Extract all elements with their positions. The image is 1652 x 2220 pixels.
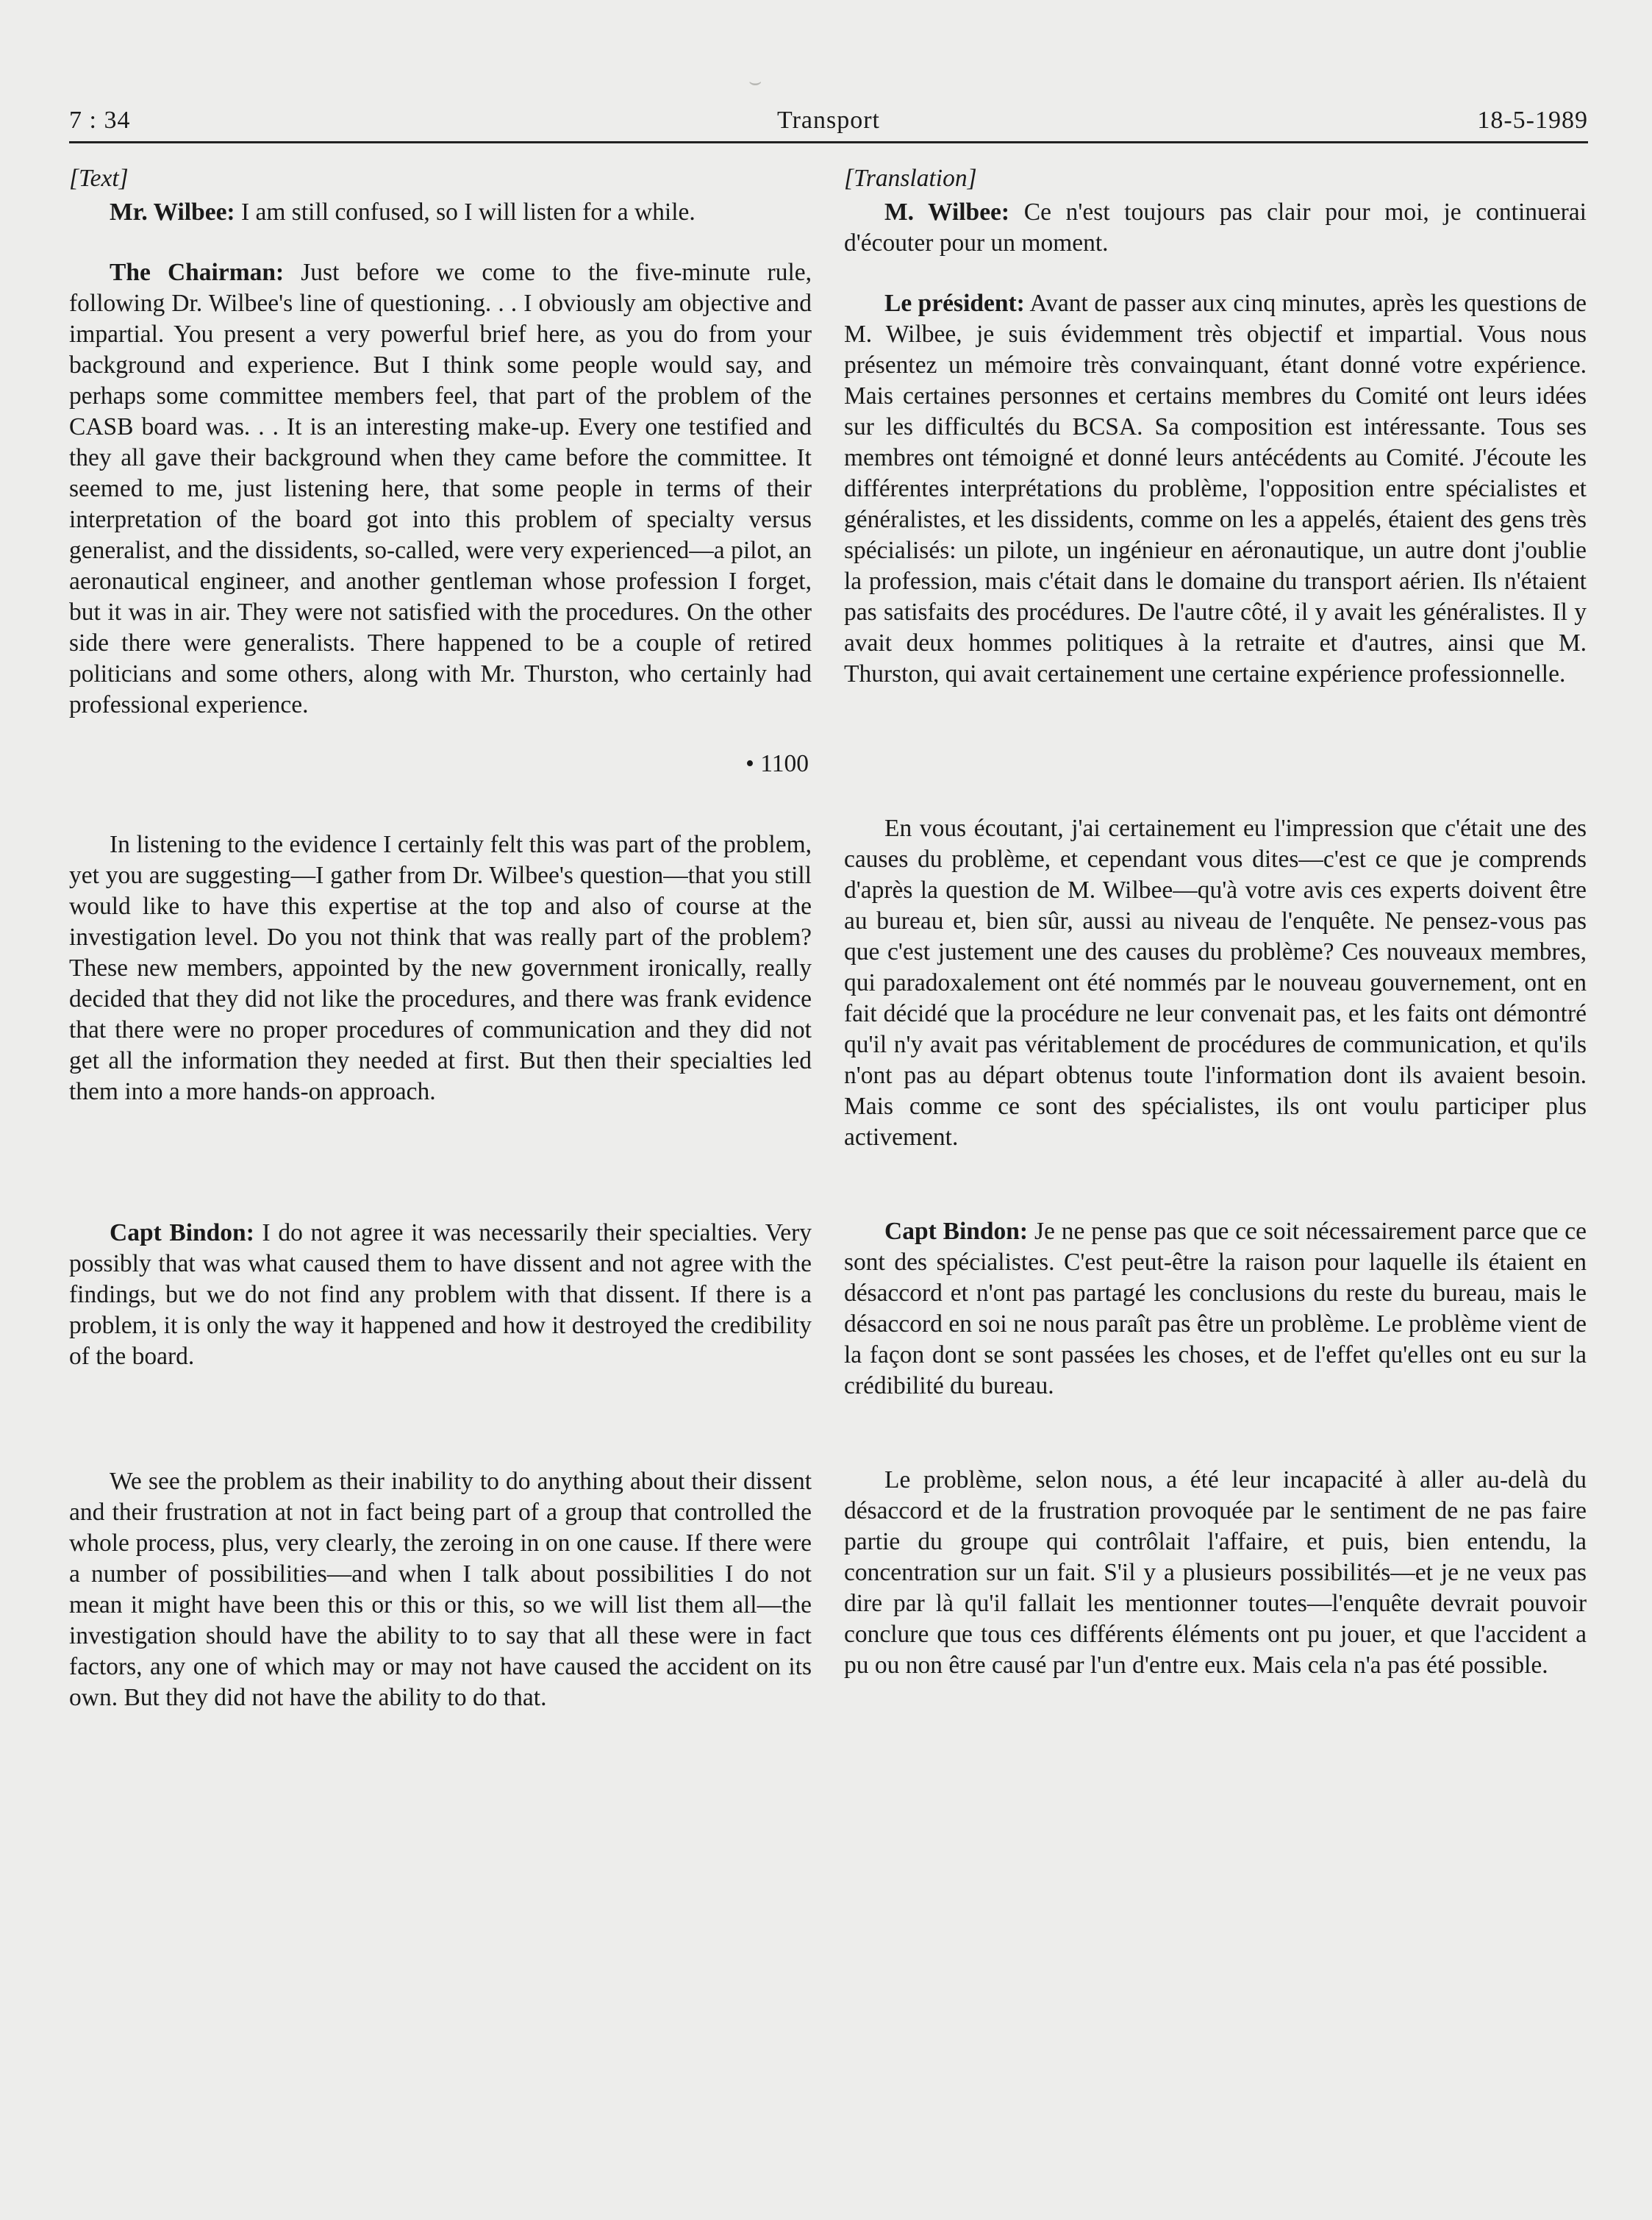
speaker-name: The Chairman:: [110, 259, 285, 286]
french-column: [844, 163, 1587, 1681]
speaker-name: Capt Bindon:: [884, 1218, 1029, 1245]
speaker-name: Capt Bindon:: [110, 1219, 254, 1246]
paragraph-bindon-continued-fr: [844, 1465, 1587, 1681]
time-marker: • 1100: [745, 750, 809, 777]
page-header: [69, 103, 1588, 143]
paragraph-wilbee-fr: [844, 197, 1587, 259]
paragraph-text: Avant de passer aux cinq minutes, après les questions de M. Wilbee, je suis évidemment très objectif et impartial. Vous nous présentez un mémoire très convainquant, étant donné votre expérience. Mais certaines personnes et certains membres du Comité ont leurs idées sur les difficultés du BCSA. Sa composition est intéressante. Tous ses membres ont témoigné et donné leurs antécédents au Comité. J'écoute les différentes interprétations du problème, l'opposition entre spécialistes et généralistes, et les dissidents, comme on les a appelés, étaient des gens très spécialisés: un pilote, un ingénieur en aéronautique, un autre dont j'oublie la profession, mais c'était dans le domaine du transport aérien. Ils n'étaient pas satisfaits des procédures. De l'autre côté, il y avait les généralistes. Il y avait deux hommes politiques à la retraite et d'autres, ainsi que M. Thurston, qui avait certainement une certaine expérience professionnelle.: [844, 290, 1587, 688]
speaker-name: Le président:: [884, 290, 1025, 317]
sitting-date: 18-5-1989: [1477, 107, 1588, 134]
english-column: [69, 163, 812, 1713]
paragraph-text: Je ne pense pas que ce soit nécessairement parce que ce sont des spécialistes. C'est peut-être la raison pour laquelle ils étaient en désaccord et n'ont pas partagé les conclusions du reste du bureau, mais le désaccord en soi ne nous paraît pas être un problème. Le problème vient de la façon dont se sont passées les choses, et de l'effet qu'elles ont eu sur la crédibilité du bureau.: [844, 1218, 1587, 1399]
paragraph-text: In listening to the evidence I certainly felt this was part of the problem, yet you are suggesting—I gather from Dr. Wilbee's question—that you still would like to have this expertise at the top and also of course at the investigation level. Do you not think that was really part of the problem? These new members, appointed by the new government ironically, really decided that they did not like the procedures, and there was frank evidence that there were no proper procedures of communication and they did not get all the information they needed at first. But then their specialties led them into a more hands-on approach.: [69, 831, 812, 1105]
paragraph-bindon-fr: [844, 1216, 1587, 1402]
fold-mark: ⌣: [748, 71, 762, 93]
paragraph-chairman: [69, 257, 812, 721]
speaker-name: Mr. Wilbee:: [110, 199, 235, 226]
committee-title: Transport: [777, 107, 880, 134]
paragraph-president-fr: [844, 288, 1587, 690]
language-label-text: [Text]: [69, 165, 129, 192]
paragraph-bindon: [69, 1218, 812, 1372]
paragraph-text: Ce n'est toujours pas clair pour moi, je continuerai d'écouter pour un moment.: [844, 199, 1587, 257]
paragraph-text: I do not agree it was necessarily their specialties. Very possibly that was what caused them to have dissent and not agree with the findings, but we do not find any problem with that dissent. If there is a problem, it is only the way it happened and how it destroyed the credibility of the board.: [69, 1219, 812, 1370]
paragraph-text: Just before we come to the five-minute rule, following Dr. Wilbee's line of questioning. . . I obviously am objective and impartial. You present a very powerful brief here, as you do from your background and experience. But I think some people would say, and perhaps some committee members feel, that part of the problem of the CASB board was. . . It is an interesting make-up. Every one testified and they all gave their background when they came before the committee. It seemed to me, just listening here, that some people in terms of their interpretation of the board got into this problem of specialty versus generalist, and the dissidents, so-called, were very experienced—a pilot, an aeronautical engineer, and another gentleman whose profession I forget, but it was in air. They were not satisfied with the procedures. On the other side there were generalists. There happened to be a couple of retired politicians and some others, along with Mr. Thurston, who certainly had professional experience.: [69, 259, 812, 718]
paragraph-text: I am still confused, so I will listen for a while.: [235, 199, 696, 226]
paragraph-text: Le problème, selon nous, a été leur incapacité à aller au-delà du désaccord et de la frustration provoquée par le sentiment de ne pas faire partie du groupe qui contrôlait l'affaire, et puis, bien entendu, la concentration sur un fait. S'il y a plusieurs possibilités—et je ne veux pas dire par là qu'il fallait les mentionner toutes—l'enquête devrait pouvoir conclure que tous ces différents éléments ont pu jouer, et que l'accident a pu ou non être causé par l'un d'entre eux. Mais cela n'a pas été possible.: [844, 1466, 1587, 1679]
paragraph-bindon-continued: [69, 1466, 812, 1713]
paragraph-president-continued-fr: [844, 813, 1587, 1153]
page-number: 7 : 34: [69, 107, 131, 134]
paragraph-text: En vous écoutant, j'ai certainement eu l'impression que c'était une des causes du problème, et cependant vous dites—c'est ce que je comprends d'après la question de M. Wilbee—qu'à votre avis ces experts doivent être au bureau et, bien sûr, aussi au niveau de l'enquête. Ne pensez-vous pas que c'est justement une des causes du problème? Ces nouveaux membres, qui paradoxalement ont été nommés par le nouveau gouvernement, ont en fait décidé que la procédure ne leur convenait pas, et les faits ont démontré qu'il n'y avait pas véritablement de procédures de communication, et qu'ils n'ont pas au départ obtenus toute l'information dont ils avaient besoin. Mais comme ce sont des spécialistes, ils ont voulu participer plus activement.: [844, 815, 1587, 1151]
paragraph-text: We see the problem as their inability to do anything about their dissent and their frustration at not in fact being part of a group that controlled the whole process, plus, very clearly, the zeroing in on one cause. If there were a number of possibilities—and when I talk about possibilities I do not mean it might have been this or this or this, so we will list them all—the investigation should have the ability to to say that all these were in fact factors, any one of which may or may not have caused the accident on its own. But they did not have the ability to do that.: [69, 1468, 812, 1711]
paragraph-wilbee: [69, 197, 812, 228]
language-label-translation: [Translation]: [844, 165, 977, 192]
speaker-name: M. Wilbee:: [884, 199, 1010, 226]
paragraph-chairman-continued: [69, 829, 812, 1107]
